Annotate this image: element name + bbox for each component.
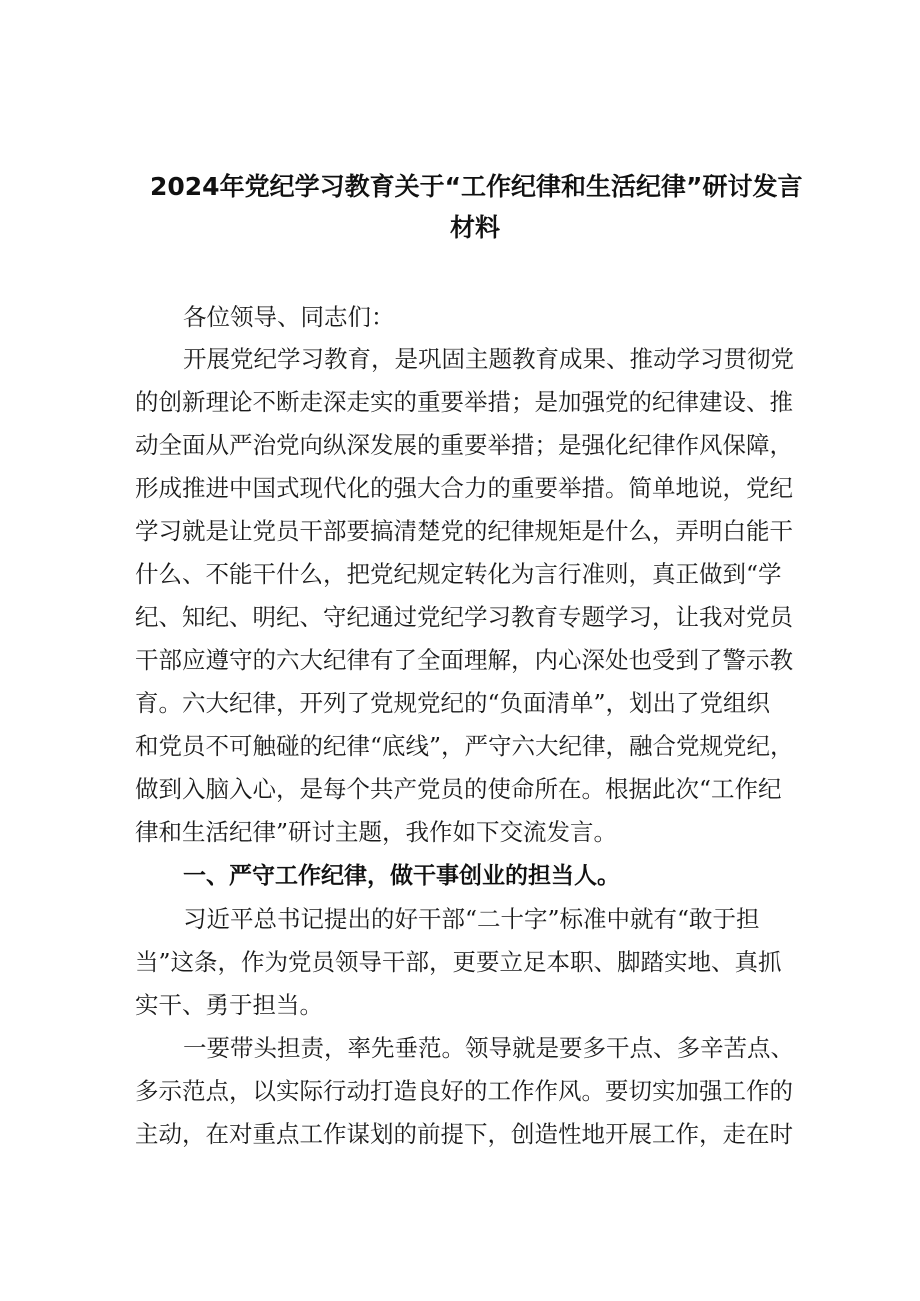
paragraph-1-line: 学习就是让党员干部要搞清楚党的纪律规矩是什么，弄明白能干 xyxy=(135,517,793,545)
paragraph-1-line: 育。六大纪律，开列了党规党纪的“负面清单”，划出了党组织 xyxy=(135,689,771,717)
document-title-line-1: 2024年党纪学习教育关于“工作纪律和生活纪律”研讨发言 xyxy=(150,172,803,201)
paragraph-1-line: 做到入脑入心，是每个共产党员的使命所在。根据此次“工作纪 xyxy=(135,775,782,803)
paragraph-1-line: 动全面从严治党向纵深发展的重要举措；是强化纪律作风保障， xyxy=(135,431,793,459)
paragraph-1-line: 律和生活纪律”研讨主题，我作如下交流发言。 xyxy=(135,818,618,846)
paragraph-1-line: 纪、知纪、明纪、守纪通过党纪学习教育专题学习，让我对党员 xyxy=(135,603,793,631)
paragraph-1-line: 的创新理论不断走深走实的重要举措；是加强党的纪律建设、推 xyxy=(135,388,793,416)
paragraph-3-line: 主动，在对重点工作谋划的前提下，创造性地开展工作，走在时 xyxy=(135,1120,793,1148)
paragraph-2-line: 当”这条，作为党员领导干部，更要立足本职、脚踏实地、真抓 xyxy=(135,948,782,976)
paragraph-1-line: 和党员不可触碰的纪律“底线”，严守六大纪律，融合党规党纪， xyxy=(135,732,794,760)
paragraph-1-line: 干部应遵守的六大纪律有了全面理解，内心深处也受到了警示教 xyxy=(135,646,793,674)
paragraph-3-line: 一要带头担责，率先垂范。领导就是要多干点、多辛苦点、 xyxy=(183,1034,794,1062)
paragraph-1-line: 开展党纪学习教育，是巩固主题教育成果、推动学习贯彻党 xyxy=(183,345,794,373)
paragraph-1-line: 形成推进中国式现代化的强大合力的重要举措。简单地说，党纪 xyxy=(135,474,793,502)
paragraph-1-line: 什么、不能干什么，把党纪规定转化为言行准则，真正做到“学 xyxy=(135,560,782,588)
paragraph-2-line: 习近平总书记提出的好干部“二十字”标准中就有“敢于担 xyxy=(183,905,760,933)
document-title-line-2: 材料 xyxy=(449,213,500,242)
salutation: 各位领导、同志们： xyxy=(183,303,395,331)
section-1-heading: 一、严守工作纪律，做干事创业的担当人。 xyxy=(183,863,620,889)
paragraph-3-line: 多示范点，以实际行动打造良好的工作作风。要切实加强工作的 xyxy=(135,1077,793,1105)
paragraph-2-line: 实干、勇于担当。 xyxy=(135,991,323,1019)
